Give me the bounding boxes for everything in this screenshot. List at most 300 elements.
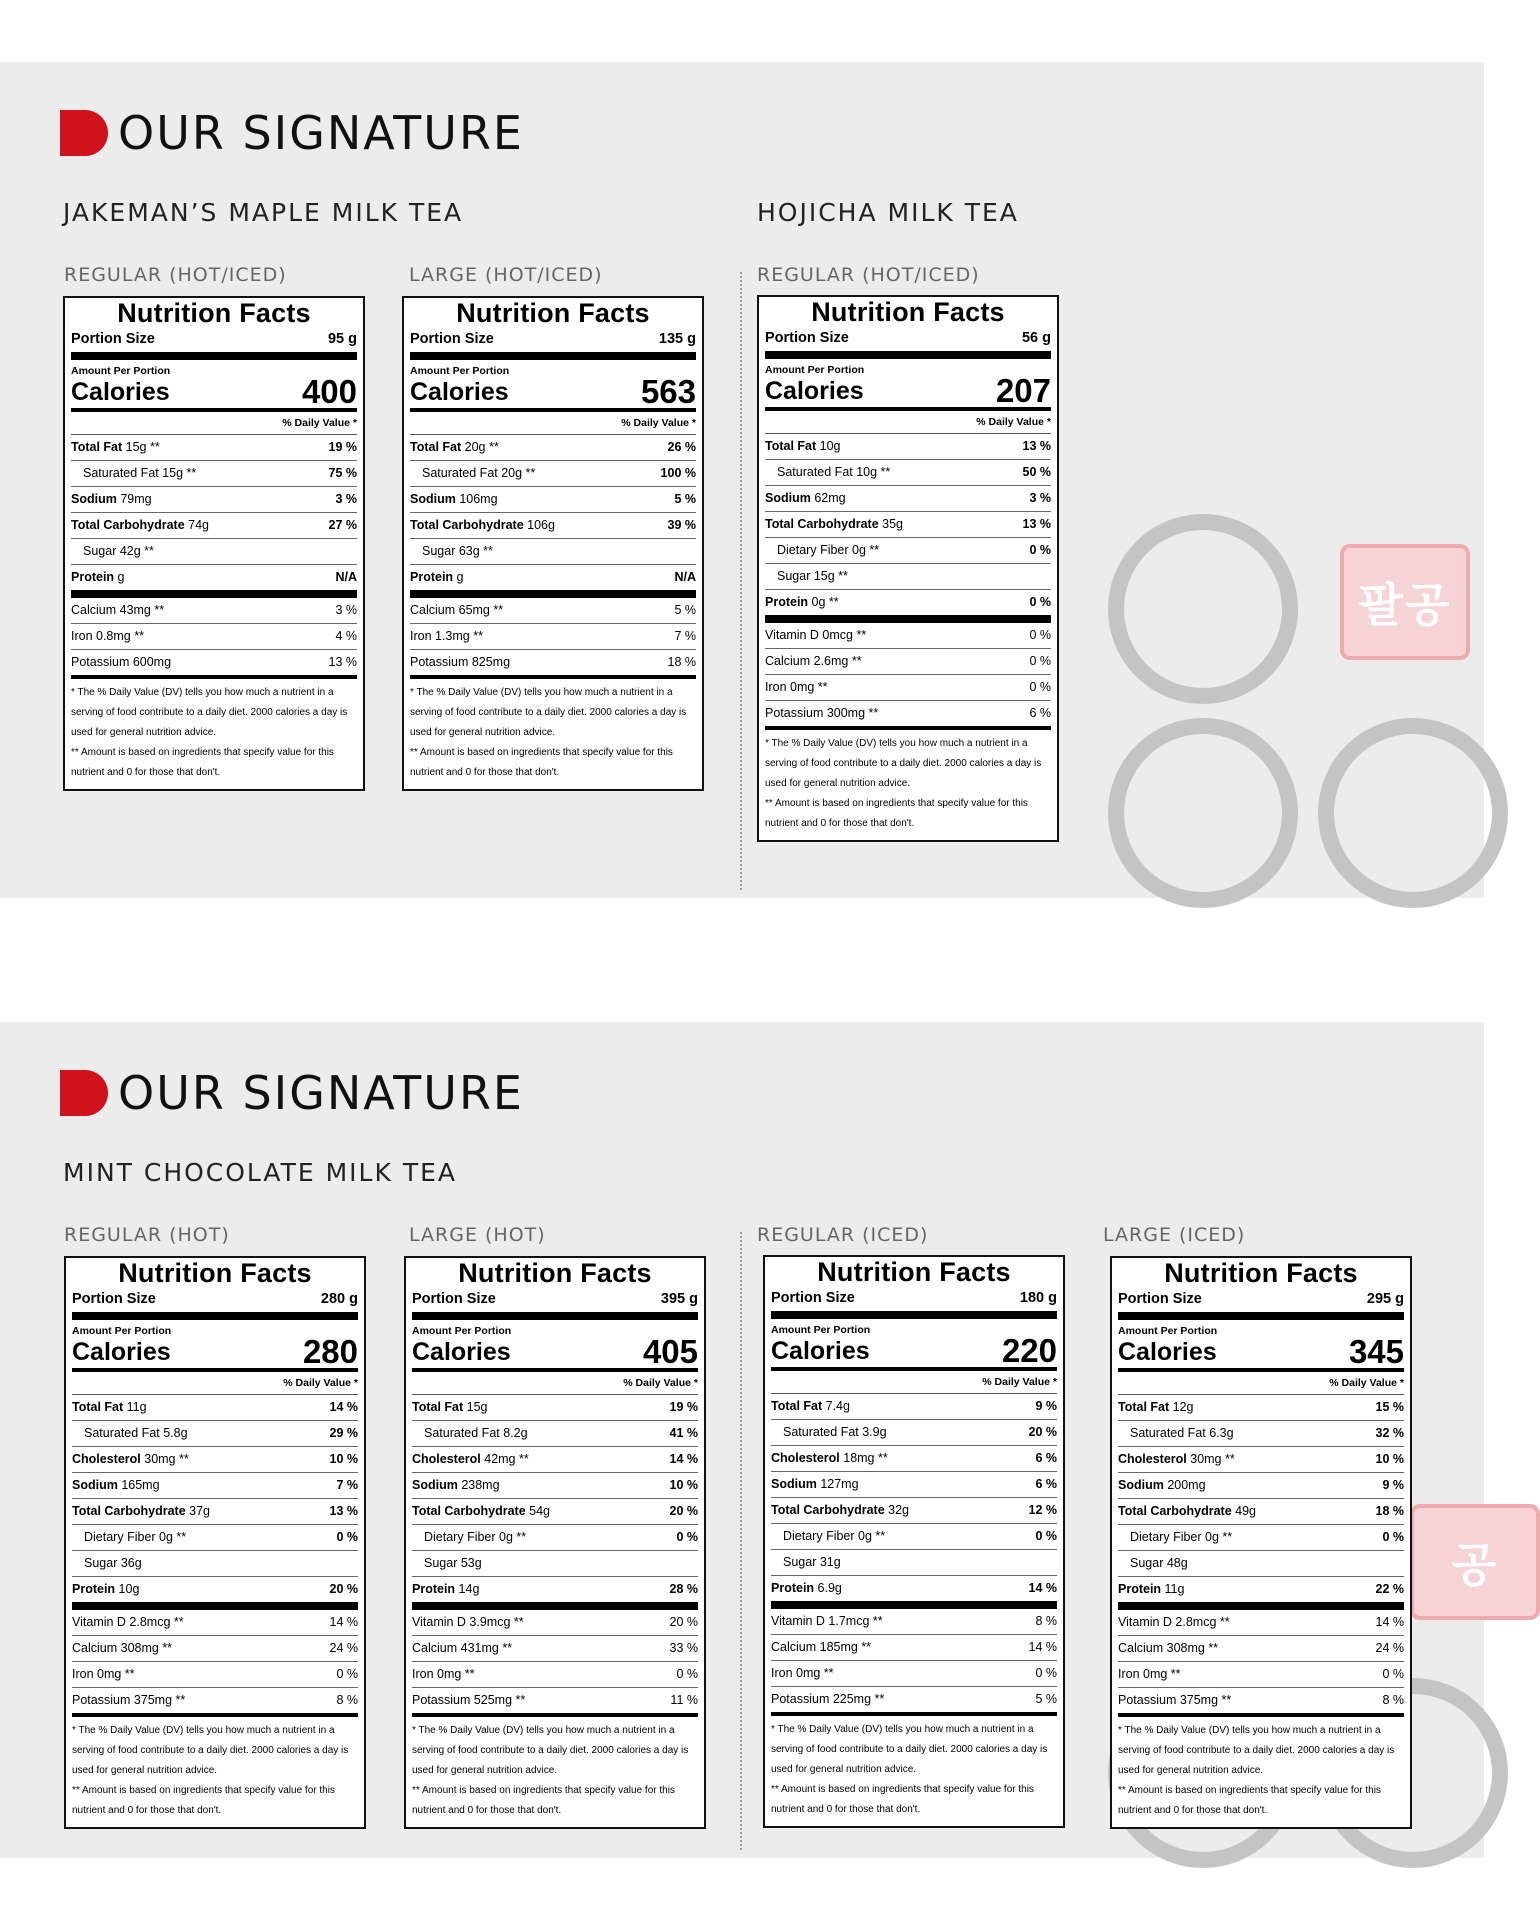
nutrient-label xyxy=(72,1473,160,1498)
nutrient-row xyxy=(771,1635,1057,1661)
portion-value: 280 g xyxy=(320,1291,358,1307)
nutrient-amount: g xyxy=(114,570,125,584)
amount-per-portion: Amount Per Portion xyxy=(71,365,171,377)
footnote-daily-value: * The % Daily Value (DV) tells you how much a nutrient in a serving of food contribute to a daily diet. 2000 calories a day is used for general nutrition advice. xyxy=(412,1725,689,1776)
nutrient-amount: Iron 0mg ** xyxy=(72,1667,135,1681)
nutrient-row xyxy=(72,1551,358,1577)
nutrient-daily-value: 15 % xyxy=(1375,1400,1404,1414)
nutrient-daily-value: 0 % xyxy=(1029,595,1051,609)
daily-value-header: % Daily Value * xyxy=(771,1371,1057,1394)
nutrient-label xyxy=(71,461,196,486)
nutrient-label xyxy=(410,487,498,512)
nutrient-label xyxy=(412,1499,550,1524)
nutrient-daily-value: 50 % xyxy=(1022,465,1051,479)
nutrient-row xyxy=(1118,1499,1404,1525)
nutrient-amount: Calcium 308mg ** xyxy=(1118,1641,1219,1655)
nutrient-amount: 18mg ** xyxy=(839,1451,888,1465)
nutrient-label xyxy=(72,1610,184,1635)
nutrient-name: Protein xyxy=(765,595,809,609)
nutrient-daily-value: 0 % xyxy=(1029,628,1051,642)
nutrient-amount: 11g xyxy=(1161,1582,1185,1596)
nutrient-amount: Saturated Fat 3.9g xyxy=(783,1425,887,1439)
calories-value: 400 xyxy=(301,373,357,410)
footnote-amount: ** Amount is based on ingredients that specify value for this nutrient and 0 for those that don't. xyxy=(72,1785,335,1816)
calories-value: 405 xyxy=(642,1333,698,1370)
calories-row xyxy=(771,1332,1057,1371)
drink-name: HOJICHA MILK TEA xyxy=(757,198,1019,227)
nutrient-row xyxy=(771,1687,1057,1716)
nutrient-amount: Iron 0mg ** xyxy=(765,680,828,694)
nutrient-name: Protein xyxy=(72,1582,116,1596)
nutrient-amount: Calcium 308mg ** xyxy=(72,1641,173,1655)
nutrition-label xyxy=(64,1256,366,1829)
footnote xyxy=(412,1721,698,1821)
nutrient-daily-value: 0 % xyxy=(1029,543,1051,557)
portion-value: 395 g xyxy=(660,1291,698,1307)
nutrient-daily-value: 13 % xyxy=(328,655,357,669)
nutrient-amount: 62mg xyxy=(810,491,846,505)
nutrient-row xyxy=(72,1636,358,1662)
nutrient-label xyxy=(410,598,503,623)
nutrient-name: Sodium xyxy=(771,1477,817,1491)
nutrient-amount: Sugar 53g xyxy=(424,1556,482,1570)
nutrient-label xyxy=(71,650,171,675)
calories-row xyxy=(71,373,357,412)
nutrient-daily-value: 5 % xyxy=(674,603,696,617)
amount-per-portion: Amount Per Portion xyxy=(410,365,510,377)
nutrient-amount: 106mg xyxy=(455,492,498,506)
nutrient-row xyxy=(412,1473,698,1499)
nutrient-label xyxy=(72,1577,139,1602)
size-label: LARGE (HOT) xyxy=(409,1224,546,1246)
portion-row xyxy=(412,1289,698,1320)
nutrient-row xyxy=(72,1688,358,1717)
nutrient-label xyxy=(771,1446,888,1471)
nutrient-amount: Calcium 185mg ** xyxy=(771,1640,872,1654)
nutrient-row xyxy=(71,461,357,487)
daily-value-header: % Daily Value * xyxy=(412,1372,698,1395)
nutrient-name: Total Carbohydrate xyxy=(1118,1504,1232,1518)
nutrient-name: Total Carbohydrate xyxy=(771,1503,885,1517)
nutrient-amount: Dietary Fiber 0g ** xyxy=(1130,1530,1233,1544)
nutrient-label xyxy=(765,590,839,615)
nutrient-amount: 14g xyxy=(455,1582,480,1596)
nutrient-row xyxy=(71,539,357,565)
nutrient-label xyxy=(412,1688,525,1713)
nutrition-title: Nutrition Facts xyxy=(811,297,1005,327)
nutrient-label xyxy=(412,1662,475,1687)
nutrient-daily-value: 3 % xyxy=(335,603,357,617)
nutrition-label xyxy=(757,295,1059,842)
nutrient-row xyxy=(1118,1447,1404,1473)
nutrient-label xyxy=(765,623,866,648)
nutrient-row xyxy=(1118,1688,1404,1717)
nutrient-row xyxy=(765,623,1051,649)
nutrient-label xyxy=(412,1447,529,1472)
section-title: OUR SIGNATURE xyxy=(118,1066,524,1120)
nutrient-label xyxy=(72,1499,210,1524)
nutrient-amount: Potassium 225mg ** xyxy=(771,1692,885,1706)
portion-row xyxy=(765,328,1051,359)
nutrient-amount: 6.9g xyxy=(814,1581,842,1595)
nutrient-label xyxy=(1118,1662,1181,1687)
nutrient-daily-value: 13 % xyxy=(1022,439,1051,453)
nutrient-daily-value: 9 % xyxy=(1382,1478,1404,1492)
nutrient-label xyxy=(1118,1473,1206,1498)
nutrient-amount: Calcium 2.6mg ** xyxy=(765,654,862,668)
nutrient-row xyxy=(765,460,1051,486)
nutrient-row xyxy=(71,624,357,650)
nutrient-row xyxy=(771,1550,1057,1576)
footnote xyxy=(771,1720,1057,1820)
nutrient-row xyxy=(1118,1610,1404,1636)
calories-label: Calories xyxy=(410,378,509,406)
nutrient-row xyxy=(771,1446,1057,1472)
nutrient-name: Total Carbohydrate xyxy=(765,517,879,531)
nutrient-label xyxy=(765,701,878,726)
nutrient-row xyxy=(72,1610,358,1636)
nutrient-row xyxy=(771,1609,1057,1635)
nutrition-label xyxy=(63,296,365,791)
nutrient-name: Protein xyxy=(71,570,115,584)
nutrient-row xyxy=(71,435,357,461)
nutrient-amount: 20g ** xyxy=(461,440,499,454)
nutrient-daily-value: 12 % xyxy=(1028,1503,1057,1517)
calories-value: 207 xyxy=(995,372,1051,409)
calories-row xyxy=(72,1333,358,1372)
nutrient-amount: Dietary Fiber 0g ** xyxy=(777,543,880,557)
nutrient-row xyxy=(410,435,696,461)
nutrient-row xyxy=(1118,1577,1404,1610)
nutrient-row xyxy=(765,512,1051,538)
footnote xyxy=(410,683,696,783)
nutrient-amount: 79mg xyxy=(116,492,152,506)
nutrient-daily-value: 20 % xyxy=(669,1504,698,1518)
nutrient-label xyxy=(771,1661,834,1686)
nutrition-label xyxy=(1110,1256,1412,1829)
nutrient-label xyxy=(771,1394,850,1419)
section-title: OUR SIGNATURE xyxy=(118,106,524,160)
footnote-amount: ** Amount is based on ingredients that specify value for this nutrient and 0 for those that don't. xyxy=(410,747,673,778)
nutrient-daily-value: 9 % xyxy=(1035,1399,1057,1413)
nutrient-label xyxy=(771,1687,884,1712)
decorative-ring xyxy=(1108,718,1298,908)
nutrient-label xyxy=(72,1421,188,1446)
nutrient-amount: 49g xyxy=(1231,1504,1257,1518)
nutrient-label xyxy=(72,1688,185,1713)
nutrient-amount: Saturated Fat 20g ** xyxy=(422,466,536,480)
nutrient-name: Sodium xyxy=(412,1478,458,1492)
portion-row xyxy=(1118,1289,1404,1320)
nutrient-daily-value: 4 % xyxy=(335,629,357,643)
nutrient-daily-value: 0 % xyxy=(1035,1666,1057,1680)
nutrient-row xyxy=(765,675,1051,701)
calories-row xyxy=(765,372,1051,411)
nutrient-amount: 74g xyxy=(184,518,210,532)
nutrient-name: Total Carbohydrate xyxy=(72,1504,186,1518)
nutrient-label xyxy=(1118,1610,1230,1635)
size-label: LARGE (HOT/ICED) xyxy=(409,264,603,286)
nutrient-daily-value: 14 % xyxy=(669,1452,698,1466)
nutrient-amount: 15g xyxy=(463,1400,488,1414)
nutrient-label xyxy=(1118,1525,1232,1550)
nutrient-name: Total Carbohydrate xyxy=(412,1504,526,1518)
nutrient-label xyxy=(765,649,862,674)
daily-value-header: % Daily Value * xyxy=(410,412,696,435)
nutrient-label xyxy=(765,460,890,485)
nutrient-amount: Vitamin D 2.8mcg ** xyxy=(1118,1615,1230,1629)
nutrition-title: Nutrition Facts xyxy=(1164,1258,1358,1288)
nutrient-row xyxy=(412,1577,698,1610)
nutrient-amount: 0g ** xyxy=(808,595,839,609)
calories-row xyxy=(410,373,696,412)
nutrient-amount: 54g xyxy=(525,1504,551,1518)
portion-value: 56 g xyxy=(1021,330,1051,346)
nutrient-row xyxy=(72,1577,358,1610)
nutrient-row xyxy=(771,1498,1057,1524)
nutrient-label xyxy=(1118,1551,1188,1576)
nutrient-daily-value: 0 % xyxy=(336,1530,358,1544)
nutrient-daily-value: 39 % xyxy=(667,518,696,532)
nutrient-row xyxy=(1118,1551,1404,1577)
nutrient-name: Total Fat xyxy=(771,1399,823,1413)
nutrient-label xyxy=(71,598,164,623)
nutrient-daily-value: 0 % xyxy=(1035,1529,1057,1543)
size-label: REGULAR (ICED) xyxy=(757,1224,929,1246)
portion-label: Portion Size xyxy=(1118,1291,1202,1307)
portion-label: Portion Size xyxy=(771,1290,855,1306)
nutrient-row xyxy=(410,598,696,624)
nutrient-daily-value: 11 % xyxy=(670,1693,698,1707)
nutrient-row xyxy=(765,649,1051,675)
nutrient-label xyxy=(410,539,493,564)
nutrient-daily-value: 0 % xyxy=(1382,1667,1404,1681)
nutrient-amount: Iron 0.8mg ** xyxy=(71,629,144,643)
nutrient-amount: Sugar 48g xyxy=(1130,1556,1188,1570)
nutrient-label xyxy=(771,1576,842,1601)
nutrient-daily-value: 3 % xyxy=(1029,491,1051,505)
seal-text: 팔공 xyxy=(1358,578,1452,632)
nutrient-name: Protein xyxy=(410,570,454,584)
nutrient-label xyxy=(72,1447,189,1472)
nutrient-amount: 30mg ** xyxy=(140,1452,189,1466)
nutrient-daily-value: 8 % xyxy=(336,1693,358,1707)
portion-row xyxy=(771,1288,1057,1319)
nutrition-title: Nutrition Facts xyxy=(118,1258,312,1288)
nutrient-row xyxy=(410,461,696,487)
nutrient-daily-value: 29 % xyxy=(329,1426,358,1440)
nutrient-row xyxy=(765,701,1051,730)
nutrient-row xyxy=(410,513,696,539)
nutrient-amount: Potassium 300mg ** xyxy=(765,706,879,720)
nutrient-amount: 106g xyxy=(523,518,555,532)
nutrient-row xyxy=(410,650,696,679)
calories-value: 563 xyxy=(640,373,696,410)
footnote xyxy=(72,1721,358,1821)
nutrient-label xyxy=(410,435,499,460)
seal-stamp xyxy=(1410,1504,1540,1620)
nutrient-amount: 10g xyxy=(115,1582,140,1596)
nutrient-daily-value: 14 % xyxy=(329,1400,358,1414)
portion-label: Portion Size xyxy=(765,330,849,346)
nutrient-name: Protein xyxy=(412,1582,456,1596)
nutrient-amount: Potassium 825mg xyxy=(410,655,511,669)
nutrient-label xyxy=(1118,1636,1218,1661)
nutrient-row xyxy=(71,487,357,513)
nutrient-label xyxy=(71,565,125,590)
nutrient-name: Total Fat xyxy=(765,439,817,453)
nutrient-row xyxy=(412,1499,698,1525)
size-label: REGULAR (HOT/ICED) xyxy=(64,264,287,286)
nutrient-daily-value: 32 % xyxy=(1375,1426,1404,1440)
nutrient-amount: Saturated Fat 10g ** xyxy=(777,465,891,479)
column-divider xyxy=(740,1232,742,1850)
nutrient-row xyxy=(72,1395,358,1421)
nutrient-daily-value: 18 % xyxy=(1375,1504,1404,1518)
nutrient-row xyxy=(1118,1473,1404,1499)
nutrient-daily-value: 6 % xyxy=(1035,1477,1057,1491)
nutrient-daily-value: 20 % xyxy=(1028,1425,1057,1439)
nutrient-row xyxy=(1118,1421,1404,1447)
nutrient-daily-value: 6 % xyxy=(1035,1451,1057,1465)
nutrient-label xyxy=(410,650,510,675)
nutrient-amount: Potassium 525mg ** xyxy=(412,1693,526,1707)
nutrient-name: Protein xyxy=(771,1581,815,1595)
nutrient-amount: Iron 0mg ** xyxy=(412,1667,475,1681)
nutrient-amount: Iron 1.3mg ** xyxy=(410,629,483,643)
nutrient-daily-value: N/A xyxy=(674,570,696,584)
nutrient-amount: Potassium 600mg xyxy=(71,655,172,669)
nutrient-daily-value: 0 % xyxy=(1382,1530,1404,1544)
nutrient-name: Total Carbohydrate xyxy=(71,518,185,532)
nutrient-row xyxy=(1118,1525,1404,1551)
nutrient-name: Protein xyxy=(1118,1582,1162,1596)
nutrient-row xyxy=(412,1551,698,1577)
nutrient-amount: Calcium 65mg ** xyxy=(410,603,504,617)
nutrient-daily-value: 0 % xyxy=(336,1667,358,1681)
nutrient-label xyxy=(412,1395,488,1420)
nutrient-amount: Iron 0mg ** xyxy=(1118,1667,1181,1681)
nutrient-amount: Sugar 42g ** xyxy=(83,544,154,558)
drink-name: MINT CHOCOLATE MILK TEA xyxy=(63,1158,457,1187)
nutrient-daily-value: 8 % xyxy=(1035,1614,1057,1628)
nutrient-row xyxy=(771,1524,1057,1550)
nutrient-name: Sodium xyxy=(410,492,456,506)
nutrient-label xyxy=(771,1609,883,1634)
decorative-ring xyxy=(1318,718,1508,908)
nutrient-daily-value: 100 % xyxy=(660,466,696,480)
calories-label: Calories xyxy=(412,1338,511,1366)
nutrient-label xyxy=(71,624,144,649)
nutrient-daily-value: 19 % xyxy=(328,440,357,454)
nutrient-row xyxy=(72,1473,358,1499)
nutrient-row xyxy=(410,624,696,650)
amount-per-portion: Amount Per Portion xyxy=(412,1325,512,1337)
nutrient-label xyxy=(765,512,903,537)
nutrient-daily-value: 10 % xyxy=(1375,1452,1404,1466)
nutrient-amount: Calcium 43mg ** xyxy=(71,603,165,617)
nutrient-amount: 10g xyxy=(816,439,841,453)
nutrient-amount: 30mg ** xyxy=(1186,1452,1235,1466)
footnote-amount: ** Amount is based on ingredients that specify value for this nutrient and 0 for those that don't. xyxy=(71,747,334,778)
footnote xyxy=(1118,1721,1404,1821)
nutrient-label xyxy=(765,538,879,563)
nutrient-daily-value: 13 % xyxy=(329,1504,358,1518)
nutrient-label xyxy=(72,1636,172,1661)
nutrient-row xyxy=(771,1394,1057,1420)
calories-label: Calories xyxy=(771,1337,870,1365)
footnote-daily-value: * The % Daily Value (DV) tells you how much a nutrient in a serving of food contribute to a daily diet. 2000 calories a day is used for general nutrition advice. xyxy=(1118,1725,1395,1776)
nutrient-name: Sodium xyxy=(1118,1478,1164,1492)
nutrient-daily-value: 8 % xyxy=(1382,1693,1404,1707)
nutrient-amount: Dietary Fiber 0g ** xyxy=(84,1530,187,1544)
daily-value-header: % Daily Value * xyxy=(71,412,357,435)
nutrient-label xyxy=(412,1473,500,1498)
nutrient-amount: Vitamin D 1.7mcg ** xyxy=(771,1614,883,1628)
nutrition-label xyxy=(763,1255,1065,1828)
column-divider xyxy=(740,272,742,890)
nutrient-name: Total Carbohydrate xyxy=(410,518,524,532)
nutrient-daily-value: 3 % xyxy=(335,492,357,506)
nutrient-amount: 7.4g xyxy=(822,1399,850,1413)
nutrient-label xyxy=(771,1550,841,1575)
footnote-amount: ** Amount is based on ingredients that specify value for this nutrient and 0 for those that don't. xyxy=(771,1784,1034,1815)
size-label: REGULAR (HOT/ICED) xyxy=(757,264,980,286)
nutrient-daily-value: 14 % xyxy=(329,1615,358,1629)
portion-label: Portion Size xyxy=(412,1291,496,1307)
nutrient-label xyxy=(410,624,483,649)
nutrient-daily-value: 27 % xyxy=(328,518,357,532)
nutrient-name: Cholesterol xyxy=(771,1451,840,1465)
nutrient-row xyxy=(410,565,696,598)
nutrient-amount: Sugar 36g xyxy=(84,1556,142,1570)
nutrient-daily-value: 28 % xyxy=(669,1582,698,1596)
nutrient-daily-value: 33 % xyxy=(669,1641,698,1655)
nutrient-amount: g xyxy=(453,570,464,584)
nutrient-amount: Saturated Fat 15g ** xyxy=(83,466,197,480)
nutrient-row xyxy=(1118,1395,1404,1421)
nutrient-name: Cholesterol xyxy=(72,1452,141,1466)
seal-stamp xyxy=(1340,544,1470,660)
nutrient-amount: 12g xyxy=(1169,1400,1194,1414)
nutrient-label xyxy=(1118,1421,1234,1446)
nutrient-label xyxy=(72,1395,147,1420)
daily-value-header: % Daily Value * xyxy=(765,411,1051,434)
nutrient-label xyxy=(765,675,828,700)
nutrient-amount: Iron 0mg ** xyxy=(771,1666,834,1680)
nutrient-daily-value: 6 % xyxy=(1029,706,1051,720)
nutrient-daily-value: 19 % xyxy=(669,1400,698,1414)
nutrient-amount: 15g ** xyxy=(122,440,160,454)
nutrient-amount: Saturated Fat 8.2g xyxy=(424,1426,528,1440)
nutrient-label xyxy=(71,539,154,564)
nutrient-row xyxy=(71,565,357,598)
amount-per-portion: Amount Per Portion xyxy=(765,364,865,376)
nutrient-row xyxy=(412,1421,698,1447)
nutrient-daily-value: 0 % xyxy=(1029,680,1051,694)
nutrient-daily-value: 22 % xyxy=(1375,1582,1404,1596)
nutrient-amount: 35g xyxy=(878,517,904,531)
nutrient-label xyxy=(765,486,846,511)
nutrient-amount: Dietary Fiber 0g ** xyxy=(783,1529,886,1543)
nutrient-amount: 165mg xyxy=(117,1478,160,1492)
nutrient-daily-value: 14 % xyxy=(1028,1640,1057,1654)
nutrient-amount: Dietary Fiber 0g ** xyxy=(424,1530,527,1544)
nutrient-row xyxy=(72,1447,358,1473)
nutrient-name: Sodium xyxy=(71,492,117,506)
nutrient-row xyxy=(71,650,357,679)
nutrition-title: Nutrition Facts xyxy=(117,298,311,328)
